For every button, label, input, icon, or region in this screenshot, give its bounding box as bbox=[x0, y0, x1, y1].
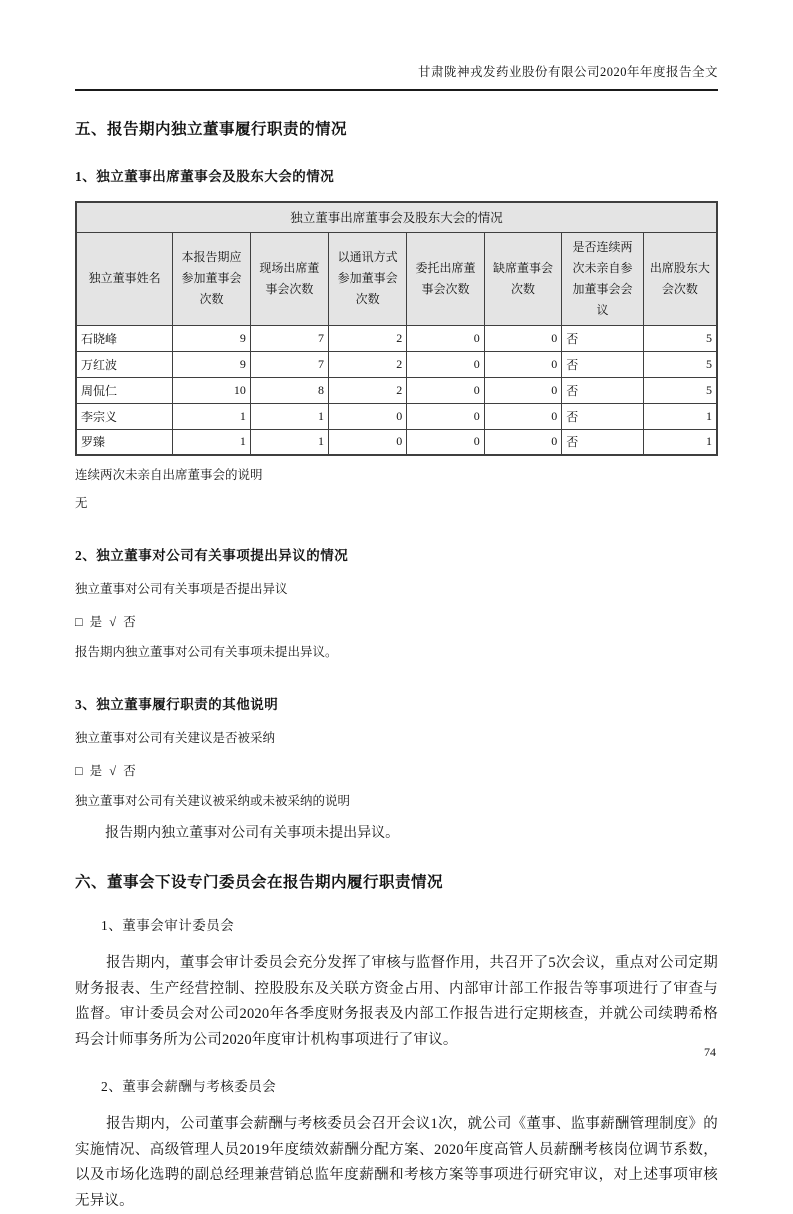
table-cell: 5 bbox=[643, 377, 717, 403]
section5-sub3-title: 3、独立董事履行职责的其他说明 bbox=[75, 697, 279, 712]
advice-question: 独立董事对公司有关建议是否被采纳 bbox=[75, 731, 276, 745]
section5-title: 五、报告期内独立董事履行职责的情况 bbox=[75, 121, 348, 138]
table-caption-row bbox=[76, 202, 717, 232]
table-cell: 0 bbox=[407, 351, 485, 377]
table-cell: 否 bbox=[562, 351, 643, 377]
table-cell: 0 bbox=[484, 377, 562, 403]
table-cell: 5 bbox=[643, 351, 717, 377]
table-column-header: 缺席董事会次数 bbox=[484, 232, 562, 325]
table-column-header: 是否连续两次未亲自参加董事会会议 bbox=[562, 232, 643, 325]
table-row bbox=[76, 351, 717, 377]
section6-title: 六、董事会下设专门委员会在报告期内履行职责情况 bbox=[75, 874, 444, 891]
table-cell: 0 bbox=[484, 325, 562, 351]
table-column-header: 出席股东大会次数 bbox=[643, 232, 717, 325]
table-cell: 罗臻 bbox=[76, 429, 173, 455]
table-row bbox=[76, 377, 717, 403]
table-cell: 5 bbox=[643, 325, 717, 351]
table-cell: 10 bbox=[173, 377, 251, 403]
table-cell: 否 bbox=[562, 429, 643, 455]
table-cell: 1 bbox=[173, 403, 251, 429]
table-cell: 7 bbox=[250, 325, 328, 351]
table-column-header: 现场出席董事会次数 bbox=[250, 232, 328, 325]
objection-answer: 报告期内独立董事对公司有关事项未提出异议。 bbox=[75, 645, 338, 659]
table-cell: 否 bbox=[562, 377, 643, 403]
table-cell: 0 bbox=[484, 351, 562, 377]
audit-committee-title: 1、董事会审计委员会 bbox=[101, 918, 235, 933]
table-column-header: 委托出席董事会次数 bbox=[407, 232, 485, 325]
table-cell: 1 bbox=[173, 429, 251, 455]
table-cell: 2 bbox=[329, 325, 407, 351]
advice-note-label: 独立董事对公司有关建议被采纳或未被采纳的说明 bbox=[75, 794, 351, 808]
table-cell: 1 bbox=[643, 429, 717, 455]
page-number: 74 bbox=[704, 1045, 716, 1059]
table-cell: 8 bbox=[250, 377, 328, 403]
table-cell: 7 bbox=[250, 351, 328, 377]
table-cell: 0 bbox=[407, 325, 485, 351]
table-cell: 周侃仁 bbox=[76, 377, 173, 403]
remuneration-committee-paragraph: 报告期内，公司董事会薪酬与考核委员会召开会议1次，就公司《董事、监事薪酬管理制度》的实施情况、高级管理人员2019年度绩效薪酬分配方案、2020年度高管人员薪酬考核岗位调节系数，以及市场化选聘的副总经理兼营销总监年度薪酬和考核方案等事项进行研究审议，对上述事项审核无异议。 bbox=[75, 1116, 718, 1209]
absence-note-value: 无 bbox=[75, 496, 88, 510]
independent-director-attendance-table bbox=[75, 201, 718, 456]
table-cell: 9 bbox=[173, 351, 251, 377]
document-header-title: 甘肃陇神戎发药业股份有限公司2020年年度报告全文 bbox=[75, 62, 718, 91]
table-cell: 0 bbox=[329, 403, 407, 429]
table-cell: 1 bbox=[643, 403, 717, 429]
remuneration-committee-title: 2、董事会薪酬与考核委员会 bbox=[101, 1079, 277, 1094]
table-cell: 石晓峰 bbox=[76, 325, 173, 351]
table-cell: 1 bbox=[250, 403, 328, 429]
table-cell: 0 bbox=[407, 403, 485, 429]
table-cell: 1 bbox=[250, 429, 328, 455]
table-cell: 万红波 bbox=[76, 351, 173, 377]
table-column-header: 以通讯方式参加董事会次数 bbox=[329, 232, 407, 325]
table-column-header: 本报告期应参加董事会次数 bbox=[173, 232, 251, 325]
table-cell: 2 bbox=[329, 351, 407, 377]
section5-sub2-title: 2、独立董事对公司有关事项提出异议的情况 bbox=[75, 548, 349, 563]
table-cell: 9 bbox=[173, 325, 251, 351]
section5-sub1-title: 1、独立董事出席董事会及股东大会的情况 bbox=[75, 169, 335, 184]
table-cell: 0 bbox=[484, 403, 562, 429]
advice-answer: 报告期内独立董事对公司有关事项未提出异议。 bbox=[105, 826, 400, 841]
table-cell: 0 bbox=[407, 429, 485, 455]
table-column-header: 独立董事姓名 bbox=[76, 232, 173, 325]
absence-note-label: 连续两次未亲自出席董事会的说明 bbox=[75, 468, 263, 482]
table-cell: 否 bbox=[562, 325, 643, 351]
audit-committee-paragraph: 报告期内，董事会审计委员会充分发挥了审核与监督作用，共召开了5次会议，重点对公司定期财务报表、生产经营控制、控股股东及关联方资金占用、内部审计部工作报告等事项进行了审查与监督。审计委员会对公司2020年各季度财务报表及内部工作报告进行定期核查，并就公司续聘希格玛会计师事务所为公司2020年度审计机构事项进行了审议。 bbox=[75, 955, 718, 1048]
objection-choice: □ 是 √ 否 bbox=[75, 615, 138, 629]
table-cell: 0 bbox=[407, 377, 485, 403]
table-cell: 0 bbox=[329, 429, 407, 455]
table-row bbox=[76, 325, 717, 351]
table-cell: 否 bbox=[562, 403, 643, 429]
objection-question: 独立董事对公司有关事项是否提出异议 bbox=[75, 582, 288, 596]
table-caption: 独立董事出席董事会及股东大会的情况 bbox=[76, 202, 717, 232]
table-header-row bbox=[76, 232, 717, 325]
table-row bbox=[76, 429, 717, 455]
table-row bbox=[76, 403, 717, 429]
table-cell: 李宗义 bbox=[76, 403, 173, 429]
table-cell: 2 bbox=[329, 377, 407, 403]
advice-choice: □ 是 √ 否 bbox=[75, 764, 138, 778]
table-cell: 0 bbox=[484, 429, 562, 455]
